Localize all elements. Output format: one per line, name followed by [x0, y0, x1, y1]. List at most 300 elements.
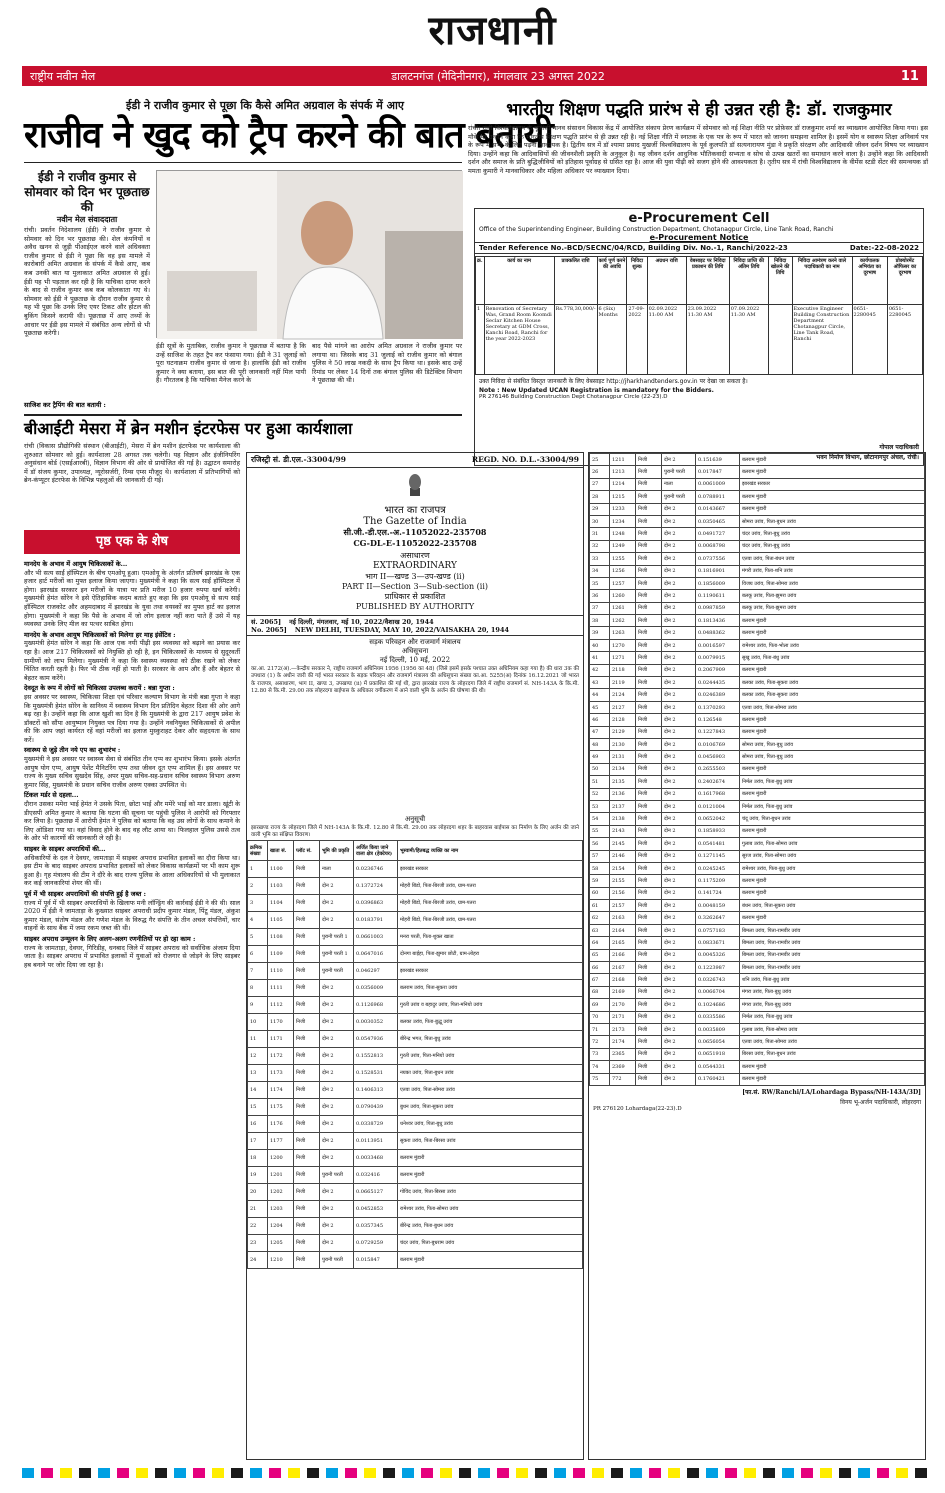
national-emblem-icon: [404, 472, 426, 498]
table-cell: निजी: [636, 639, 662, 651]
table-cell: 72: [590, 1036, 610, 1048]
table-cell: 1174: [268, 1082, 294, 1099]
color-bar: [535, 1468, 547, 1478]
table-cell: 30: [590, 515, 610, 527]
table-cell: 0.0665127: [354, 1184, 398, 1201]
table-cell: 0.0488362: [696, 627, 740, 639]
table-cell: 1200: [268, 1150, 294, 1167]
table-header-cell: खाता सं.: [268, 841, 294, 861]
color-bar: [402, 1468, 414, 1478]
table-cell: 73: [590, 1048, 610, 1060]
table-row: [590, 986, 925, 998]
table-cell: निजी: [636, 491, 662, 503]
table-cell: 0.0183791: [354, 912, 398, 929]
table-row: [590, 540, 925, 552]
table-cell: दोन 2: [662, 999, 696, 1011]
table-cell: झारखंड सरकार: [398, 861, 583, 878]
table-cell: दोन 2: [662, 813, 696, 825]
table-cell: 1248: [610, 528, 636, 540]
table-row: [590, 1061, 925, 1073]
table-row: [248, 1201, 583, 1218]
table-row: [248, 1218, 583, 1235]
table-row: [248, 1014, 583, 1031]
table-cell: 17: [248, 1133, 268, 1150]
table-cell: 45: [590, 701, 610, 713]
color-bar: [60, 1468, 72, 1478]
table-cell: निजी: [636, 1073, 662, 1085]
tender-col-header: अग्रधन राशि: [647, 257, 686, 305]
table-cell: मंगरा उरांव, पिता-बुधु उरांव: [740, 999, 925, 1011]
table-cell: 0.0246389: [696, 689, 740, 701]
table-cell: निजी: [636, 503, 662, 515]
table-cell: 7: [248, 963, 268, 980]
gazette-code-english: CG-DL-E-11052022-235708: [353, 538, 477, 548]
table-cell: बिमला उरांव, पिता-रामवीर उरांव: [740, 937, 925, 949]
table-cell: 36: [590, 590, 610, 602]
table-cell: सुरज उरांव, पिता-सोमरा उरांव: [740, 850, 925, 862]
table-row: [590, 639, 925, 651]
table-cell: दोन 2: [662, 974, 696, 986]
table-row: [248, 1116, 583, 1133]
table-cell: बलराम उरांव, पिता-सुकरा उरांव: [398, 980, 583, 997]
color-bar: [782, 1468, 794, 1478]
table-cell: 68: [590, 986, 610, 998]
table-cell: 0.0652042: [696, 813, 740, 825]
table-cell: निजी: [636, 478, 662, 490]
table-cell: झारखंड सरकार: [740, 478, 925, 490]
table-cell: दोन 2: [320, 878, 354, 895]
story2-body: रांची। रांची विश्वविद्यालय के यूजीसी मानव संसाधन विकास केंद्र में आयोजित संकाय प्रेरण कार्यक्रम में सोमवार को नई शिक्षा नीति पर प्रोफ़ेसर डॉ राजकुमार शर्मा का व्याख्यान आयोजित किया गया। इस मौके पर उन्होंने कहा कि भारतीय शिक्षण पद्धति प्रारंभ से ही उन्नत रही है। नई शिक्षा नीति में स्नातक के एक पत्र के रूप में भारत को जानना समझना शामिल है। इसमें योग व स्वास्थ्य शिक्षा अनिवार्य पत्र के रूप में सभी के लिए पढ़ना आवश्यक है। द्वितीय सत्र में डॉ श्यामा प्रसाद मुखर्जी विश्वविद्यालय के पूर्व कुलपति डॉ सत्यनारायण मुंडा ने प्रकृति संरक्षण और आदिवासी जीवन दर्शन विषय पर व्याख्यान दिया। उन्होंने कहा कि आदिवासियों की जीवनशैली प्रकृति के अनुकूल है। यह जीवन दर्शन आधुनिक भौतिकवादी सभ्यता व सोच से उत्पन्न खतरों का समाधान करने वाला है। उन्होंने कहा कि आदिवासी दर्शन और समाज के प्रति बुद्धिजीवियों को इतिहास पूर्वाग्रह से ग्रसित रहा है। आज की युवा पीढ़ी को सजग होने की आवश्यकता है। तृतीय सत्र में रांची विश्वविद्यालय के वीमेंस स्टडी सेंटर की समन्वयक डॉ ममता कुमारी ने मानवाधिकार और महिला अधिकार पर व्याख्यान दिया।: [468, 124, 928, 175]
table-cell: निजी: [294, 1184, 320, 1201]
table-cell: 14: [248, 1082, 268, 1099]
table-cell: चंदर उरांव, पिता-बुधराम उरांव: [398, 1235, 583, 1252]
color-bar: [136, 1468, 148, 1478]
table-cell: 0.1617968: [696, 788, 740, 800]
table-cell: 4: [248, 912, 268, 929]
table-cell: सुकरा उरांव, पिता-बिरसा उरांव: [398, 1133, 583, 1150]
table-cell: बलराम मुंडारी: [740, 615, 925, 627]
table-cell: पुरानी परती: [320, 1252, 354, 1269]
table-cell: बलराम मुंडारी: [398, 1167, 583, 1184]
table-cell: 67: [590, 974, 610, 986]
table-cell: बलराम मुंडारी: [740, 825, 925, 837]
table-cell: 0.3262647: [696, 912, 740, 924]
table-cell: 2163: [610, 912, 636, 924]
gazette-notice: [246, 452, 584, 1460]
table-row: [590, 999, 925, 1011]
tender-notice: [471, 208, 924, 466]
table-cell: 50: [590, 763, 610, 775]
table-cell: 15: [248, 1099, 268, 1116]
table-cell: 0.0030352: [354, 1014, 398, 1031]
tender-cell: 0651-2280045: [887, 305, 922, 375]
table-cell: निजी: [294, 1201, 320, 1218]
story1-subhead: ईडी ने राजीव कुमार से सोमवार को दिन भर पूछताछ की: [24, 170, 150, 214]
table-row: [590, 900, 925, 912]
remainder-paragraph: मुख्यमंत्री हेमंत सोरेन ने कहा कि आज एक नयी पीढ़ी इस व्यवस्था को बढ़ाने का प्रयास कर रहा है। आज 217 चिकित्सकों को नियुक्ति हो रही है, इन चिकित्सकों के माध्यम से सुदूरवर्ती ग्रामीणों को लाभ मिलेगा। मुख्यमंत्री ने कहा कि स्वास्थ्य व्यवस्था को ठीक रखने को लेकर चिंतित करती रहती है। फिर भी ठीक नहीं हो पाती है। सरकार के आप और हैं और बेहतर से बेहतर काम करेंगे।: [24, 639, 240, 682]
table-cell: 0.0396863: [354, 895, 398, 912]
table-cell: निजी: [636, 553, 662, 565]
table-cell: निजी: [294, 895, 320, 912]
table-cell: निजी: [636, 862, 662, 874]
table-cell: 0.0113951: [354, 1133, 398, 1150]
table-cell: निजी: [294, 1235, 320, 1252]
table-cell: 2173: [610, 1023, 636, 1035]
table-header-cell: प्लॉट सं.: [294, 841, 320, 861]
table-cell: दोन 2: [662, 677, 696, 689]
table-row: [248, 861, 583, 878]
table-cell: 0.0035809: [696, 1023, 740, 1035]
story1-col3: बाद पैसे मांगने का आरोप अमित अग्रवाल ने राजीव कुमार पर लगाया था। जिसके बाद 31 जुलाई को राजीव कुमार को बंगाल पुलिस ने 50 लाख नकदी के साथ ट्रैप किया था। इसके बाद उन्हें रिमांड पर लेकर 14 दिनों तक बंगाल पुलिस की डिटेक्टिव विभाग ने पूछताछ की थी।: [312, 342, 462, 385]
table-cell: बलराम मुंडारी: [740, 726, 925, 738]
table-cell: 44: [590, 689, 610, 701]
table-row: [248, 1065, 583, 1082]
table-header-cell: भूमि की प्रकृति: [320, 841, 354, 861]
gazette-reg-english: REGD. NO. D.L.-33004/99: [471, 455, 579, 464]
table-cell: बलराम मुंडारी: [398, 1150, 583, 1167]
tender-cell: Executive Engineer Building Construction Department Chotanagpur Circle, Line Tank Road, Ranchi: [792, 305, 852, 375]
table-cell: दोन 2: [320, 1218, 354, 1235]
tender-col-header: निविदा आमंत्रण करने वाले पदाधिकारी का नाम: [792, 257, 852, 305]
tender-cell: 1: [476, 305, 485, 375]
table-cell: 1177: [268, 1133, 294, 1150]
table-cell: बलराम मुंडारी: [740, 627, 925, 639]
gazette-reg-hindi: रजिस्ट्री सं. डी.एल.-33004/99: [251, 455, 346, 464]
remainder-subhead: मानदेय के अभाव आयुष चिकित्सकों को मिलेगा हर माह इंसेंटिव :: [24, 630, 176, 639]
table-cell: 0.0729259: [354, 1235, 398, 1252]
table-cell: निजी: [636, 454, 662, 466]
table-cell: 61: [590, 900, 610, 912]
table-row: [590, 962, 925, 974]
table-cell: 29: [590, 503, 610, 515]
color-bar: [383, 1468, 395, 1478]
table-cell: निजी: [636, 677, 662, 689]
table-cell: निजी: [294, 929, 320, 946]
table-cell: 1210: [268, 1252, 294, 1269]
table-cell: निजी: [636, 875, 662, 887]
table-cell: निजी: [294, 1150, 320, 1167]
table-cell: दोन 2: [662, 503, 696, 515]
table-cell: नाला: [320, 861, 354, 878]
divider: [24, 162, 462, 163]
table-row: [590, 776, 925, 788]
table-cell: निजी: [636, 825, 662, 837]
table-row: [590, 454, 925, 466]
table-cell: बिमला उरांव, पिता-रामवीर उरांव: [740, 924, 925, 936]
table-cell: 0.0651918: [696, 1048, 740, 1060]
table-cell: निजी: [636, 577, 662, 589]
tender-cell: 27-09-2022: [627, 305, 647, 375]
paper-name: राष्ट्रीय नवीन मेल: [30, 69, 96, 83]
table-row: [248, 895, 583, 912]
table-row: [248, 946, 583, 963]
table-cell: 0.1816901: [696, 565, 740, 577]
story1-col2: ईडी सूत्रों के मुताबिक, राजीव कुमार ने पूछताछ में बताया है कि उन्हें साजिश के तहत ट्रैप कर फंसाया गया। ईडी ने 31 जुलाई को पूरा घटनाक्रम राजीव कुमार से जाना है। हालांकि ईडी को राजीव कुमार ने क्या बताया, इस बात की पूरी जानकारी नहीं मिल पायी है। गौरतलब है कि याचिका मैनेज करने के: [156, 342, 306, 385]
story1-photo: [156, 170, 462, 338]
table-cell: दोन 2: [662, 986, 696, 998]
table-cell: बलका उरांव, पिता-सुकरा उरांव: [740, 689, 925, 701]
table-cell: बलका उरांव, पिता-सुकरा उरांव: [740, 677, 925, 689]
remainder-subhead: स्वास्थ्य से जुड़े तीन नये एप का शुभारंभ :: [24, 746, 121, 755]
gazette-date-hindi: नई दिल्ली, मंगलवार, मई 10, 2022/वैशाख 20, 1944: [289, 618, 434, 626]
gazette-schedule-title: अनुसूची: [404, 815, 426, 823]
table-cell: निजी: [636, 751, 662, 763]
table-cell: दोन 2: [662, 540, 696, 552]
remainder-paragraph: मुख्यमंत्री ने इस अवसर पर स्वास्थ्य सेवा से संबंधित तीन एप्प का शुभारंभ किया। इसके अंतर्गत आयुष योग एप्प, आयुष पेशेंट मैनिटरिंग एप्प तथा जीवन दूत एप्प शामिल हैं। इस अवसर पर राज्य के मुख्य सचिव सुखदेव सिंह, अपर मुख्य सचिव-सह-प्रधान सचिव स्वास्थ्य विभाग अरुण कुमार सिंह, मुख्यमंत्री के प्रधान सचिव राजीव अरुण एक्का उपस्थित थे।: [24, 755, 240, 789]
color-bar: [554, 1468, 566, 1478]
table-cell: दोन 2: [662, 553, 696, 565]
table-cell: 0.2067909: [696, 664, 740, 676]
table-cell: 1176: [268, 1116, 294, 1133]
table-cell: दोन 2: [662, 565, 696, 577]
table-cell: निजी: [636, 776, 662, 788]
table-cell: बलराम मुंडारी: [740, 1061, 925, 1073]
table-cell: दोन 2: [662, 615, 696, 627]
table-cell: 0.1372724: [354, 878, 398, 895]
table-row: [590, 565, 925, 577]
table-cell: निजी: [636, 850, 662, 862]
table-cell: 2174: [610, 1036, 636, 1048]
table-row: [248, 1031, 583, 1048]
table-cell: 1203: [268, 1201, 294, 1218]
table-cell: 1204: [268, 1218, 294, 1235]
table-cell: निजी: [636, 627, 662, 639]
table-cell: गुलाब उरांव, पिता-सोमरा उरांव: [740, 1023, 925, 1035]
table-cell: 0.0061009: [696, 478, 740, 490]
table-cell: 0.1271145: [696, 850, 740, 862]
table-cell: 58: [590, 862, 610, 874]
table-row: [590, 677, 925, 689]
gazette-date-english: NEW DELHI, TUESDAY, MAY 10, 2022/VAISAKHA 20, 1944: [294, 626, 509, 634]
story1-col1-subhead: साजिश कर ट्रैपिंग की बात बतायी :: [24, 401, 106, 409]
table-cell: 16: [248, 1116, 268, 1133]
table-cell: निजी: [294, 861, 320, 878]
table-cell: निजी: [294, 946, 320, 963]
table-cell: 37: [590, 602, 610, 614]
table-cell: 2169: [610, 986, 636, 998]
table-cell: 0.0244435: [696, 677, 740, 689]
table-cell: निजी: [636, 912, 662, 924]
table-row: [248, 1082, 583, 1099]
table-cell: दोन 2: [662, 900, 696, 912]
table-cell: निजी: [294, 1031, 320, 1048]
table-cell: 0.0661003: [354, 929, 398, 946]
table-row: [248, 1235, 583, 1252]
table-cell: दोन 2: [320, 1184, 354, 1201]
table-cell: दोन 2: [320, 1065, 354, 1082]
color-bar: [459, 1468, 471, 1478]
table-cell: 71: [590, 1023, 610, 1035]
table-cell: 1105: [268, 912, 294, 929]
table-cell: दोन 2: [662, 454, 696, 466]
table-cell: 0.0338729: [354, 1116, 398, 1133]
table-cell: 1202: [268, 1184, 294, 1201]
table-cell: 25: [590, 454, 610, 466]
table-cell: 772: [610, 1073, 636, 1085]
table-cell: मोहरी बिंडो, पिता-बिरजी उरांव, ग्राम-पतरा: [398, 895, 583, 912]
table-cell: मंगरा उरांव, पिता-बुधु उरांव: [740, 986, 925, 998]
table-cell: दोन 2: [320, 1133, 354, 1150]
table-row: [590, 763, 925, 775]
table-cell: 2155: [610, 875, 636, 887]
table-cell: 0.1406313: [354, 1082, 398, 1099]
table-cell: 41: [590, 652, 610, 664]
table-cell: निजी: [294, 1048, 320, 1065]
table-cell: बलराम मुंडारी: [740, 491, 925, 503]
table-cell: 2157: [610, 900, 636, 912]
table-cell: दोनगा बाईहा, पिता-झुमार छोटी, ग्राम-लोहरा: [398, 946, 583, 963]
table-cell: 0.046297: [354, 963, 398, 980]
table-cell: निजी: [636, 528, 662, 540]
table-cell: निजी: [636, 1061, 662, 1073]
table-cell: 0.0456903: [696, 751, 740, 763]
table-cell: 0.0788911: [696, 491, 740, 503]
table-cell: 63: [590, 924, 610, 936]
table-cell: निजी: [294, 1082, 320, 1099]
table-cell: पुरानी परती 1: [320, 946, 354, 963]
table-cell: बलराम मुंडारी: [740, 912, 925, 924]
table-cell: 51: [590, 776, 610, 788]
table-row: [248, 1150, 583, 1167]
table-row: [248, 980, 583, 997]
table-cell: दोन 2: [662, 1073, 696, 1085]
table-row: [590, 590, 925, 602]
table-cell: बिमला उरांव, पिता-रामवीर उरांव: [740, 962, 925, 974]
table-cell: 38: [590, 615, 610, 627]
table-cell: 2136: [610, 788, 636, 800]
table-cell: 0.0121004: [696, 800, 740, 812]
table-cell: दोन 2: [662, 515, 696, 527]
color-bar: [801, 1468, 813, 1478]
gazette-table-right: [589, 453, 925, 1086]
table-cell: दोन 2: [320, 997, 354, 1014]
table-cell: 0.0737556: [696, 553, 740, 565]
table-cell: 0.0790439: [354, 1099, 398, 1116]
table-row: [590, 528, 925, 540]
table-cell: 2134: [610, 763, 636, 775]
table-row: [248, 912, 583, 929]
table-cell: 1100: [268, 861, 294, 878]
table-cell: मोहरी बिंडो, पिता-बिरजी उरांव, ग्राम-पतरा: [398, 878, 583, 895]
table-cell: 21: [248, 1201, 268, 1218]
table-cell: 31: [590, 528, 610, 540]
table-cell: दोन 2: [662, 1011, 696, 1023]
table-cell: दोन 2: [320, 1150, 354, 1167]
header-bar: [22, 66, 927, 86]
table-cell: 1175: [268, 1099, 294, 1116]
table-cell: दोन 2: [662, 912, 696, 924]
table-row: [590, 800, 925, 812]
table-cell: 74: [590, 1061, 610, 1073]
gazette-authority-hindi: प्राधिकार से प्रकाशित: [384, 592, 446, 601]
table-cell: निजी: [636, 986, 662, 998]
table-cell: निजी: [294, 878, 320, 895]
remainder-paragraph: और भी सत्य साईं हॉस्पिटल के बीच एमओयू हुआ। एमओयू के अंतर्गत प्रतिवर्ष झारखंड के एक हजार हार्ट मरीजों का मुफ्त इलाज किया जाएगा। मुख्यमंत्री ने कहा कि सत्य साईं हॉस्पिटल में होगा। झारखंड सरकार इन मरीजों के यात्रा पर प्रति मरीज 10 हजार रुपया खर्च करेगी। मुख्यमंत्री हेमंत सोरेन ने इसे ऐतिहासिक कदम बताते हुए कहा कि इस एमओयू से सत्य साईं हॉस्पिटल राजकोट और अहमदाबाद में झारखंड के युवा तथा वयस्कों का मुफ्त हार्ट का इलाज होगा। मुख्यमंत्री ने कहा कि पैसे के अभाव में जो लोग इलाज नहीं करा पाते हैं उसे में यह व्यवस्था उनके लिए मील का पत्थर साबित होगा।: [24, 568, 240, 629]
color-bar: [744, 1468, 756, 1478]
table-cell: 24: [248, 1252, 268, 1269]
table-row: [590, 751, 925, 763]
table-row: [590, 664, 925, 676]
table-cell: दोन 2: [662, 825, 696, 837]
table-cell: दोन 2: [662, 949, 696, 961]
remainder-subhead: देवदूत के रूप में लोगों को चिकित्सा उपलब्ध करायें : बन्ना गुप्ता :: [24, 684, 175, 693]
table-cell: निर्मल उरांव, पिता-बुधु उरांव: [740, 1011, 925, 1023]
table-cell: निजी: [636, 900, 662, 912]
tender-cell: 6 (Six) Months: [597, 305, 627, 375]
table-cell: सोमरा उरांव, पिता-बुधु उरांव: [740, 738, 925, 750]
table-cell: 0.0045326: [696, 949, 740, 961]
table-row: [590, 1048, 925, 1060]
table-row: [248, 929, 583, 946]
table-cell: 0.0143667: [696, 503, 740, 515]
remainder-subhead: पूर्व में भी साइबर अपराधियों की संपत्ति हुई है जब्त :: [24, 889, 146, 898]
color-bar: [877, 1468, 889, 1478]
color-bar: [725, 1468, 737, 1478]
table-cell: गुरती उरांव व बहादुर उरांव, पिता-मनियो उरांव: [398, 997, 583, 1014]
table-cell: 1261: [610, 602, 636, 614]
table-row: [590, 615, 925, 627]
table-row: [590, 701, 925, 713]
person-photo-icon: [157, 171, 463, 339]
table-cell: पुरानी परती: [320, 963, 354, 980]
table-cell: दोन 2: [662, 937, 696, 949]
table-cell: दोन 2: [662, 763, 696, 775]
table-cell: 55: [590, 825, 610, 837]
table-cell: दोन 2: [662, 689, 696, 701]
table-cell: 1271: [610, 652, 636, 664]
table-cell: 2135: [610, 776, 636, 788]
table-cell: 9: [248, 997, 268, 1014]
table-cell: 65: [590, 949, 610, 961]
table-cell: 18: [248, 1150, 268, 1167]
table-cell: निजी: [294, 963, 320, 980]
table-cell: दोन 2: [662, 751, 696, 763]
table-cell: 57: [590, 850, 610, 862]
color-bar: [839, 1468, 851, 1478]
table-row: [590, 627, 925, 639]
table-cell: बलराम मुंडारी: [740, 664, 925, 676]
table-cell: 70: [590, 1011, 610, 1023]
color-bar: [326, 1468, 338, 1478]
table-cell: रामेश्वर उरांव, पिता-सोमरा उरांव: [398, 1201, 583, 1218]
table-cell: 1108: [268, 929, 294, 946]
table-cell: निजी: [636, 949, 662, 961]
table-cell: दोन 2: [662, 862, 696, 874]
table-cell: बलराम मुंडारी: [398, 1252, 583, 1269]
table-cell: 66: [590, 962, 610, 974]
table-cell: 0.0350465: [696, 515, 740, 527]
color-bar: [174, 1468, 186, 1478]
table-cell: निजी: [636, 887, 662, 899]
color-bar: [592, 1468, 604, 1478]
story1-col1: रांची। प्रवर्तन निदेशालय (ईडी) ने राजीव कुमार से सोमवार को दिन भर पूछताछ की। शेल कंपनियों व अवैध खनन से जुड़ी पीआईएल करने वाले अधिवक्ता राजीव कुमार से ईडी ने पूछा कि वह इस मामले में कारोबारी अमित अग्रवाल के संपर्क में कैसे आए, कब कब उनकी बात या मुलाकात अमित अग्रवाल से हुई। ईडी यह भी पड़ताल कर रही है कि याचिका दायर करने के बाद से राजीव कुमार कब कब कोलकाता गए थे। सोमवार को ईडी ने पूछताछ के दौरान राजीव कुमार से यह भी पूछा कि उनके लिए एयर टिकट और होटल की बुकिंग किसने करायी थी। पूछताछ में आए तथ्यों के आधार पर ईडी इस मामले में संबंधित अन्य लोगों से भी पूछताछ करेगी।: [24, 226, 150, 338]
table-row: [248, 1184, 583, 1201]
table-cell: एतवा उरांव, पिता-सोमरा उरांव: [398, 1082, 583, 1099]
color-bars-icon: [0, 1462, 945, 1489]
gazette-body: का.आ. 2172(अ).—केन्द्रीय सरकार ने, राष्ट्रीय राजमार्ग अधिनियम 1956 (1956 का 48) (जिसे इसमें इसके पश्चात उक्त अधिनियम कहा गया है) की धारा 3क की उपधारा (1) के अधीन जारी की गई भारत सरकार के सड़क परिवहन और राजमार्ग मंत्रालय की अधिसूचना संख्या का.आ. 5255(अ) दिनांक 16.12.2021 जो भारत के राजपत्र, असाधारण, भाग II, खण्ड 3, उपखण्ड (ii) में प्रकाशित की गई थी, द्वारा झारखंड राज्य के लोहरदगा जिले में राष्ट्रीय राजमार्ग सं. NH-143A के कि.मी. 12.80 से कि.मी. 29.00 तक लोहरदगा बाईपास के अधिकार वर्गीकरण में आने वाली भूमि के अर्जन की घोषणा की थी।: [251, 666, 579, 695]
table-cell: झारखंड सरकार: [398, 963, 583, 980]
table-cell: दोन 2: [320, 1082, 354, 1099]
table-row: [590, 689, 925, 701]
gazette-extraordinary-hindi: असाधारण: [400, 551, 430, 560]
table-cell: 1110: [268, 963, 294, 980]
table-cell: 0.1813436: [696, 615, 740, 627]
table-cell: निजी: [294, 1252, 320, 1269]
table-cell: 1: [248, 861, 268, 878]
table-cell: 0.2655503: [696, 763, 740, 775]
table-cell: निजी: [636, 652, 662, 664]
table-cell: दोन 2: [662, 664, 696, 676]
